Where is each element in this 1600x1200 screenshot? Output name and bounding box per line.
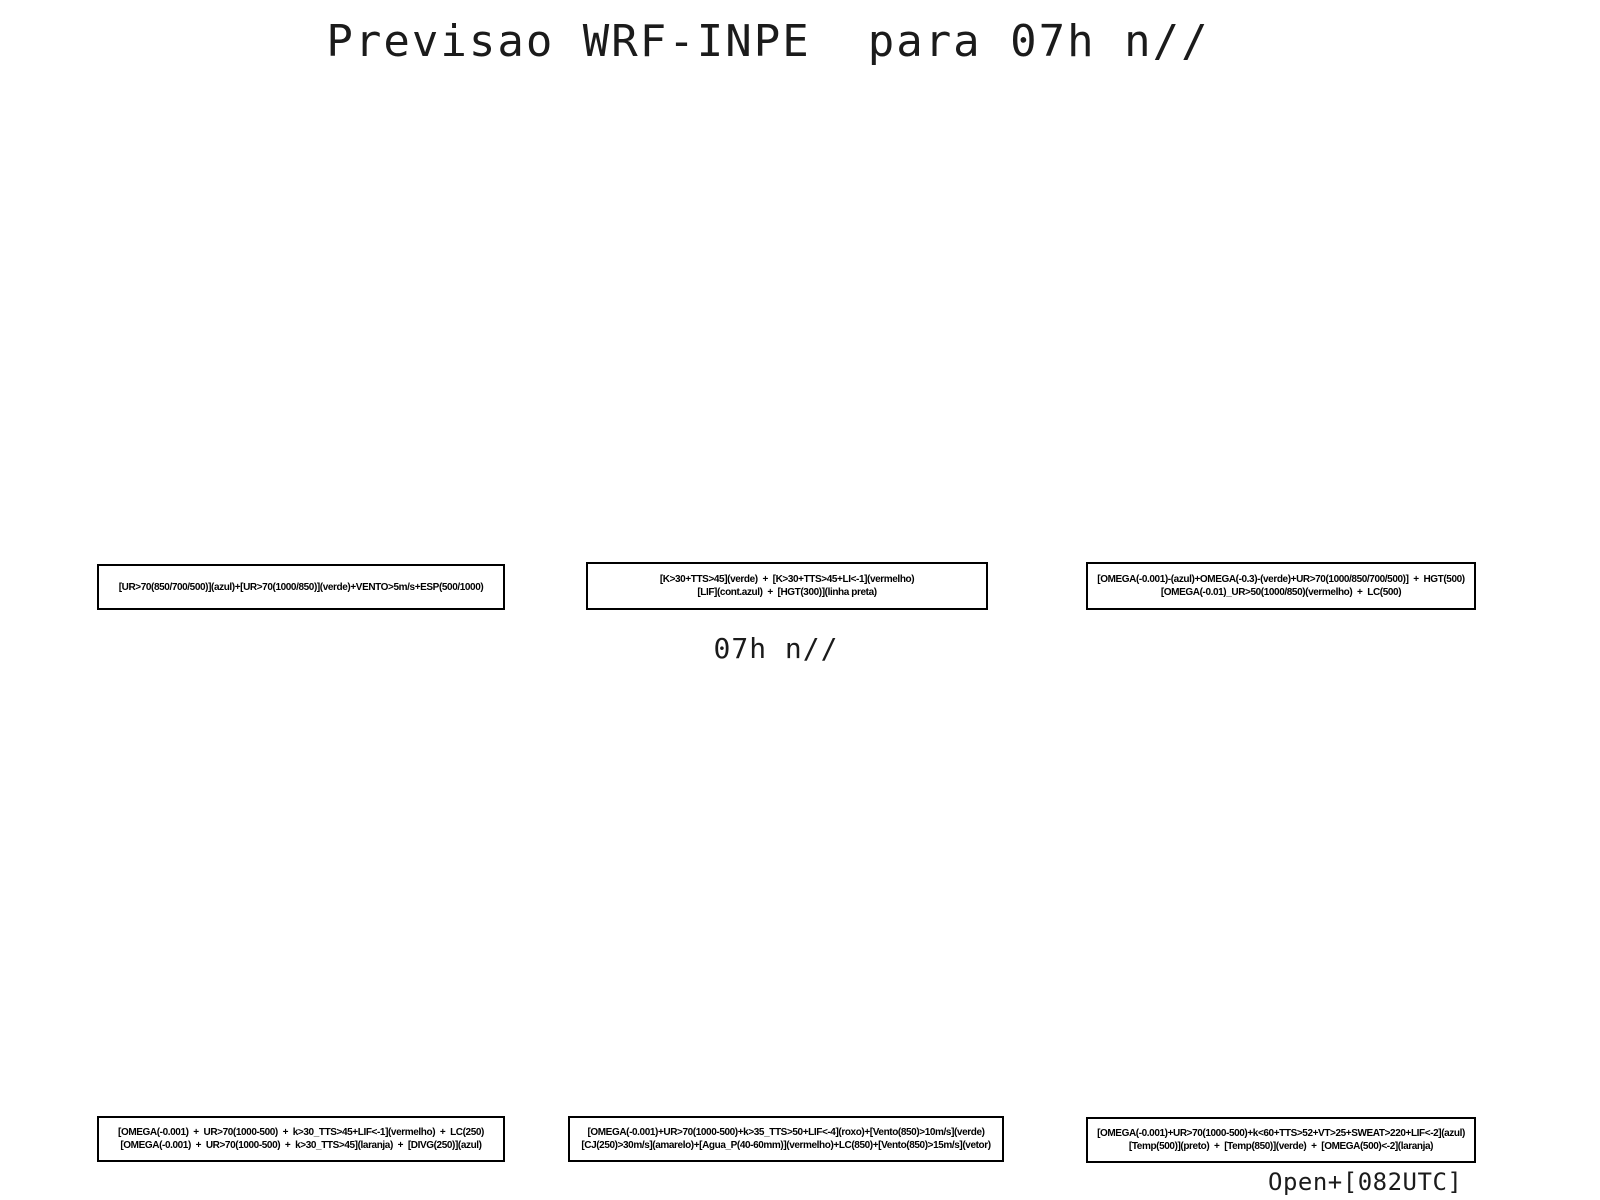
legend-text: [OMEGA(-0.001) + UR>70(1000-500) + k>30_TTS>45](laranja) + [DIVG(250)](azul) — [120, 1140, 482, 1151]
legend-text: [OMEGA(-0.001) + UR>70(1000-500) + k>30_TTS>45+LIF<-1](vermelho) + LC(250) — [118, 1127, 484, 1138]
footer-open-label: Open+[082UTC] — [1268, 1168, 1463, 1196]
legend-text: [OMEGA(-0.001)+UR>70(1000-500)+k>35_TTS>50+LIF<-4](roxo)+[Vento(850)>10m/s](verde) — [587, 1127, 985, 1138]
legend-box-top-center — [586, 562, 988, 610]
legend-box-bottom-left — [97, 1116, 505, 1162]
legend-text: [K>30+TTS>45](verde) + [K>30+TTS>45+LI<-1](vermelho) — [659, 574, 915, 585]
legend-text: [OMEGA(-0.001)-(azul)+OMEGA(-0.3)-(verde)+UR>70(1000/850/700/500)] + HGT(500) — [1097, 574, 1465, 585]
legend-box-bottom-right — [1086, 1117, 1476, 1163]
legend-text: [LIF](cont.azul) + [HGT(300)](linha preta) — [697, 587, 877, 598]
legend-box-top-right — [1086, 562, 1476, 610]
legend-text: [OMEGA(-0.01)_UR>50(1000/850)(vermelho) + LC(500) — [1160, 587, 1402, 598]
legend-text: [CJ(250)>30m/s](amarelo)+[Agua_P(40-60mm)](vermelho)+LC(850)+[Vento(850)>15m/s](vetor) — [581, 1140, 991, 1151]
center-time-label: 07h n// — [713, 632, 839, 665]
legend-box-top-left — [97, 564, 505, 610]
legend-text: [OMEGA(-0.001)+UR>70(1000-500)+k<60+TTS>52+VT>25+SWEAT>220+LIF<-2](azul) — [1097, 1128, 1465, 1139]
legend-text: [Temp(500)](preto) + [Temp(850)](verde) + [OMEGA(500)<-2](laranja) — [1128, 1141, 1434, 1152]
legend-text: [UR>70(850/700/500)](azul)+[UR>70(1000/850)](verde)+VENTO>5m/s+ESP(500/1000) — [118, 581, 484, 593]
page-title: Previsao WRF-INPE para 07h n// — [326, 16, 1210, 67]
legend-box-bottom-center — [568, 1116, 1004, 1162]
